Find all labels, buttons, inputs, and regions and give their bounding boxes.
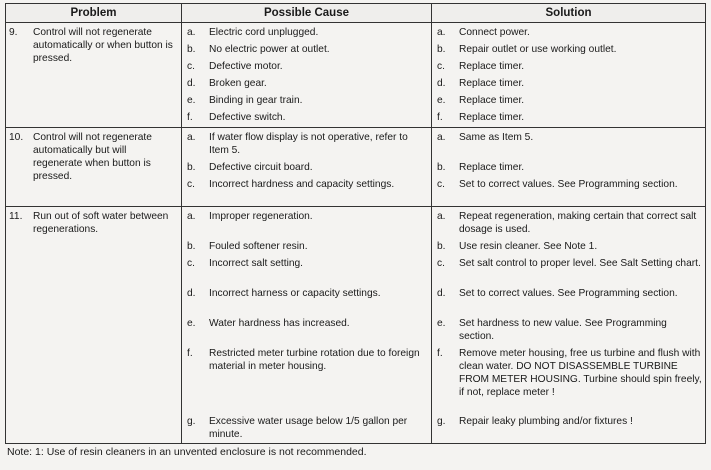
- cause-text: Incorrect hardness and capacity settings.: [209, 179, 395, 190]
- table-header-row: [6, 4, 706, 23]
- cause-letter: c.: [187, 179, 195, 190]
- solution-text: Set hardness to new value. See Programming section.: [459, 318, 667, 342]
- solution-text: Same as Item 5.: [459, 132, 534, 143]
- table-row: [6, 23, 706, 128]
- solution-letter: c.: [437, 179, 445, 190]
- cause-cell: [182, 23, 432, 128]
- solution-text: Set to correct values. See Programming section.: [459, 179, 678, 190]
- solution-text: Replace timer.: [459, 95, 525, 106]
- solution-text: Replace timer.: [459, 162, 525, 173]
- solution-letter: b.: [437, 241, 446, 252]
- problem-number: 10.: [9, 132, 24, 143]
- solution-text: Set to correct values. See Programming section.: [459, 288, 678, 299]
- solution-letter: e.: [437, 95, 446, 106]
- cause-text: Incorrect harness or capacity settings.: [209, 288, 381, 299]
- solution-text: Remove meter housing, free us turbine and flush with clean water. DO NOT DISASSEMBLE TURBINE FROM METER HOUSING. Turbine should spin freely, if not, replace meter !: [459, 348, 702, 398]
- solution-letter: f.: [437, 112, 443, 123]
- problem-cell: [6, 207, 182, 444]
- cause-text: Water hardness has increased.: [209, 318, 350, 329]
- cause-text: Fouled softener resin.: [209, 241, 308, 252]
- table-row: [6, 207, 706, 444]
- problem-cell: [6, 128, 182, 207]
- solution-cell: [432, 207, 706, 444]
- solution-letter: d.: [437, 78, 446, 89]
- header-solution: Solution: [432, 4, 706, 23]
- problem-text: Run out of soft water between regenerations.: [33, 211, 169, 235]
- problem-text: Control will not regenerate automatically or when button is pressed.: [33, 27, 173, 64]
- solution-letter: a.: [437, 211, 446, 222]
- solution-letter: f.: [437, 348, 443, 359]
- solution-text: Repair leaky plumbing and/or fixtures !: [459, 416, 633, 427]
- cause-cell: [182, 207, 432, 444]
- solution-text: Replace timer.: [459, 61, 525, 72]
- cause-letter: g.: [187, 416, 196, 427]
- problem-cell: [6, 23, 182, 128]
- solution-letter: e.: [437, 318, 446, 329]
- problem-text: Control will not regenerate automatically but will regenerate when button is pressed.: [33, 132, 152, 182]
- cause-letter: f.: [187, 112, 193, 123]
- cause-text: Defective circuit board.: [209, 162, 313, 173]
- cause-text: Defective switch.: [209, 112, 286, 123]
- solution-text: Connect power.: [459, 27, 530, 38]
- troubleshooting-table: [5, 3, 706, 444]
- cause-text: Excessive water usage below 1/5 gallon per minute.: [209, 416, 408, 440]
- footnote: Note: 1: Use of resin cleaners in an unvented enclosure is not recommended.: [7, 446, 367, 458]
- solution-cell: [432, 128, 706, 207]
- cause-text: Incorrect salt setting.: [209, 258, 303, 269]
- problem-number: 9.: [9, 27, 18, 38]
- solution-letter: a.: [437, 132, 446, 143]
- header-problem: Problem: [6, 4, 182, 23]
- cause-letter: a.: [187, 132, 196, 143]
- solution-text: Set salt control to proper level. See Salt Setting chart.: [459, 258, 701, 269]
- cause-letter: c.: [187, 258, 195, 269]
- cause-cell: [182, 128, 432, 207]
- cause-text: If water flow display is not operative, refer to Item 5.: [209, 132, 408, 156]
- cause-letter: f.: [187, 348, 193, 359]
- solution-text: Repeat regeneration, making certain that correct salt dosage is used.: [459, 211, 697, 235]
- cause-letter: a.: [187, 211, 196, 222]
- cause-letter: d.: [187, 288, 196, 299]
- problem-number: 11.: [9, 211, 23, 222]
- cause-letter: e.: [187, 95, 196, 106]
- solution-text: Replace timer.: [459, 78, 525, 89]
- header-possible-cause: Possible Cause: [182, 4, 432, 23]
- solution-text: Replace timer.: [459, 112, 525, 123]
- solution-letter: d.: [437, 288, 446, 299]
- cause-text: Broken gear.: [209, 78, 267, 89]
- solution-text: Use resin cleaner. See Note 1.: [459, 241, 598, 252]
- solution-letter: c.: [437, 61, 445, 72]
- cause-letter: b.: [187, 241, 196, 252]
- cause-letter: b.: [187, 162, 196, 173]
- cause-text: Improper regeneration.: [209, 211, 313, 222]
- cause-text: Binding in gear train.: [209, 95, 303, 106]
- cause-text: Defective motor.: [209, 61, 283, 72]
- solution-cell: [432, 23, 706, 128]
- cause-letter: e.: [187, 318, 196, 329]
- solution-letter: g.: [437, 416, 446, 427]
- cause-letter: a.: [187, 27, 196, 38]
- cause-text: Electric cord unplugged.: [209, 27, 319, 38]
- cause-letter: d.: [187, 78, 196, 89]
- solution-letter: b.: [437, 44, 446, 55]
- solution-text: Repair outlet or use working outlet.: [459, 44, 617, 55]
- cause-letter: c.: [187, 61, 195, 72]
- table-row: [6, 128, 706, 207]
- cause-text: No electric power at outlet.: [209, 44, 330, 55]
- cause-letter: b.: [187, 44, 196, 55]
- solution-letter: a.: [437, 27, 446, 38]
- solution-letter: b.: [437, 162, 446, 173]
- solution-letter: c.: [437, 258, 445, 269]
- cause-text: Restricted meter turbine rotation due to foreign material in meter housing.: [209, 348, 420, 372]
